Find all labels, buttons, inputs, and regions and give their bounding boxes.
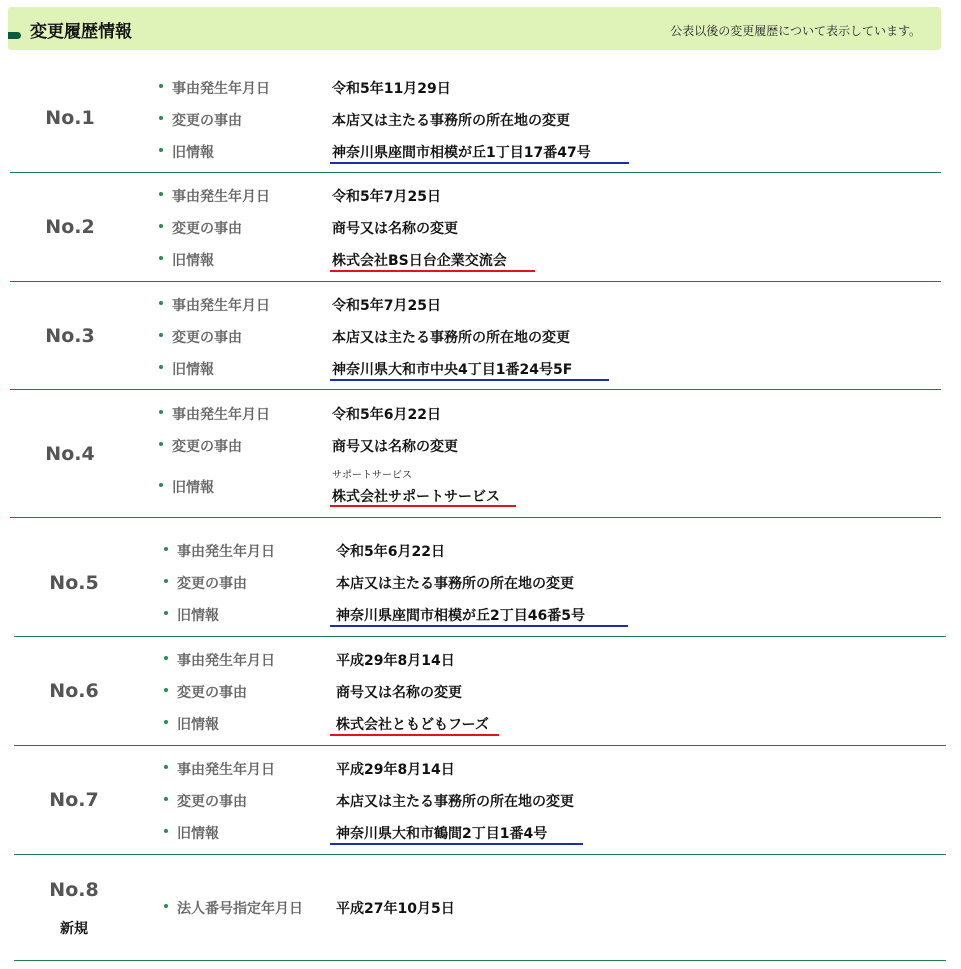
bullet-icon bbox=[159, 116, 163, 120]
old-info-value: 株式会社ともどもフーズ bbox=[336, 717, 489, 733]
section-title: 変更履歴情報 bbox=[30, 22, 132, 42]
history-record-2 bbox=[10, 174, 941, 282]
date-label: 事由発生年月日 bbox=[172, 81, 270, 97]
date-value: 令和5年7月25日 bbox=[332, 298, 441, 314]
record-number: No.1 bbox=[45, 107, 95, 129]
bullet-icon bbox=[159, 301, 163, 305]
old-info-value: 株式会社サポートサービス bbox=[332, 489, 500, 505]
old-info-underline bbox=[330, 270, 535, 272]
record-number: No.2 bbox=[45, 216, 95, 238]
designated-date-value: 平成27年10月5日 bbox=[336, 901, 455, 917]
reason-value: 本店又は主たる事務所の所在地の変更 bbox=[336, 576, 574, 592]
history-record-5 bbox=[14, 519, 946, 637]
record-number: No.6 bbox=[49, 680, 99, 702]
history-record-3 bbox=[10, 283, 941, 390]
reason-value: 商号又は名称の変更 bbox=[336, 685, 462, 701]
bullet-icon bbox=[159, 224, 163, 228]
reason-value: 本店又は主たる事務所の所在地の変更 bbox=[336, 794, 574, 810]
bullet-icon bbox=[159, 256, 163, 260]
old-info-label: 旧情報 bbox=[177, 717, 219, 733]
old-info-underline bbox=[330, 379, 609, 381]
history-record-7 bbox=[14, 747, 946, 855]
reason-value: 本店又は主たる事務所の所在地の変更 bbox=[332, 330, 570, 346]
reason-label: 変更の事由 bbox=[177, 794, 247, 810]
bullet-icon bbox=[159, 365, 163, 369]
bullet-icon bbox=[164, 765, 168, 769]
reason-label: 変更の事由 bbox=[172, 113, 242, 129]
bullet-icon bbox=[164, 797, 168, 801]
bullet-icon bbox=[164, 688, 168, 692]
reason-label: 変更の事由 bbox=[172, 330, 242, 346]
old-info-underline bbox=[330, 505, 516, 507]
reason-value: 商号又は名称の変更 bbox=[332, 439, 458, 455]
date-value: 令和5年11月29日 bbox=[332, 81, 451, 97]
history-record-6 bbox=[14, 638, 946, 746]
bullet-icon bbox=[159, 483, 163, 487]
date-value: 令和5年7月25日 bbox=[332, 189, 441, 205]
new-registration-label: 新規 bbox=[60, 921, 88, 937]
date-label: 事由発生年月日 bbox=[172, 298, 270, 314]
header-marker-icon bbox=[8, 32, 21, 39]
reason-label: 変更の事由 bbox=[177, 576, 247, 592]
bullet-icon bbox=[159, 410, 163, 414]
old-info-underline bbox=[330, 734, 499, 736]
history-record-8 bbox=[14, 856, 946, 961]
bullet-icon bbox=[159, 192, 163, 196]
old-info-value: 神奈川県大和市鶴間2丁目1番4号 bbox=[336, 826, 548, 842]
bullet-icon bbox=[164, 904, 168, 908]
date-value: 平成29年8月14日 bbox=[336, 653, 455, 669]
record-number: No.3 bbox=[45, 325, 95, 347]
reason-value: 商号又は名称の変更 bbox=[332, 221, 458, 237]
designated-date-label: 法人番号指定年月日 bbox=[177, 901, 303, 917]
date-label: 事由発生年月日 bbox=[177, 544, 275, 560]
bullet-icon bbox=[159, 333, 163, 337]
bullet-icon bbox=[164, 720, 168, 724]
reason-label: 変更の事由 bbox=[172, 221, 242, 237]
record-number: No.7 bbox=[49, 789, 99, 811]
old-info-value: 株式会社BS日台企業交流会 bbox=[332, 253, 507, 269]
bullet-icon bbox=[159, 84, 163, 88]
old-info-value: 神奈川県座間市相模が丘2丁目46番5号 bbox=[336, 608, 585, 624]
reason-label: 変更の事由 bbox=[172, 439, 242, 455]
record-number: No.5 bbox=[49, 572, 99, 594]
old-info-value: 神奈川県座間市相模が丘1丁目17番47号 bbox=[332, 145, 591, 161]
date-label: 事由発生年月日 bbox=[177, 653, 275, 669]
date-label: 事由発生年月日 bbox=[172, 189, 270, 205]
old-info-label: 旧情報 bbox=[172, 253, 214, 269]
old-info-label: 旧情報 bbox=[177, 826, 219, 842]
old-info-label: 旧情報 bbox=[172, 145, 214, 161]
record-number: No.8 bbox=[49, 879, 99, 901]
old-info-label: 旧情報 bbox=[177, 608, 219, 624]
bullet-icon bbox=[164, 579, 168, 583]
history-record-4 bbox=[10, 391, 941, 518]
old-info-underline bbox=[330, 843, 583, 845]
bullet-icon bbox=[164, 656, 168, 660]
reason-value: 本店又は主たる事務所の所在地の変更 bbox=[332, 113, 570, 129]
bullet-icon bbox=[164, 611, 168, 615]
bullet-icon bbox=[159, 442, 163, 446]
date-label: 事由発生年月日 bbox=[172, 407, 270, 423]
bullet-icon bbox=[159, 148, 163, 152]
bullet-icon bbox=[164, 829, 168, 833]
history-record-1 bbox=[10, 65, 941, 173]
date-label: 事由発生年月日 bbox=[177, 762, 275, 778]
old-info-label: 旧情報 bbox=[172, 362, 214, 378]
old-info-underline bbox=[330, 162, 629, 164]
old-info-underline bbox=[330, 625, 628, 627]
date-value: 令和5年6月22日 bbox=[336, 544, 445, 560]
bullet-icon bbox=[164, 547, 168, 551]
date-value: 平成29年8月14日 bbox=[336, 762, 455, 778]
record-number: No.4 bbox=[45, 443, 95, 465]
date-value: 令和5年6月22日 bbox=[332, 407, 441, 423]
old-info-furigana: サポートサービス bbox=[332, 470, 412, 481]
section-note: 公表以後の変更履歴について表示しています。 bbox=[670, 24, 921, 38]
old-info-label: 旧情報 bbox=[172, 480, 214, 496]
old-info-value: 神奈川県大和市中央4丁目1番24号5F bbox=[332, 362, 573, 378]
reason-label: 変更の事由 bbox=[177, 685, 247, 701]
section-header bbox=[8, 7, 941, 50]
